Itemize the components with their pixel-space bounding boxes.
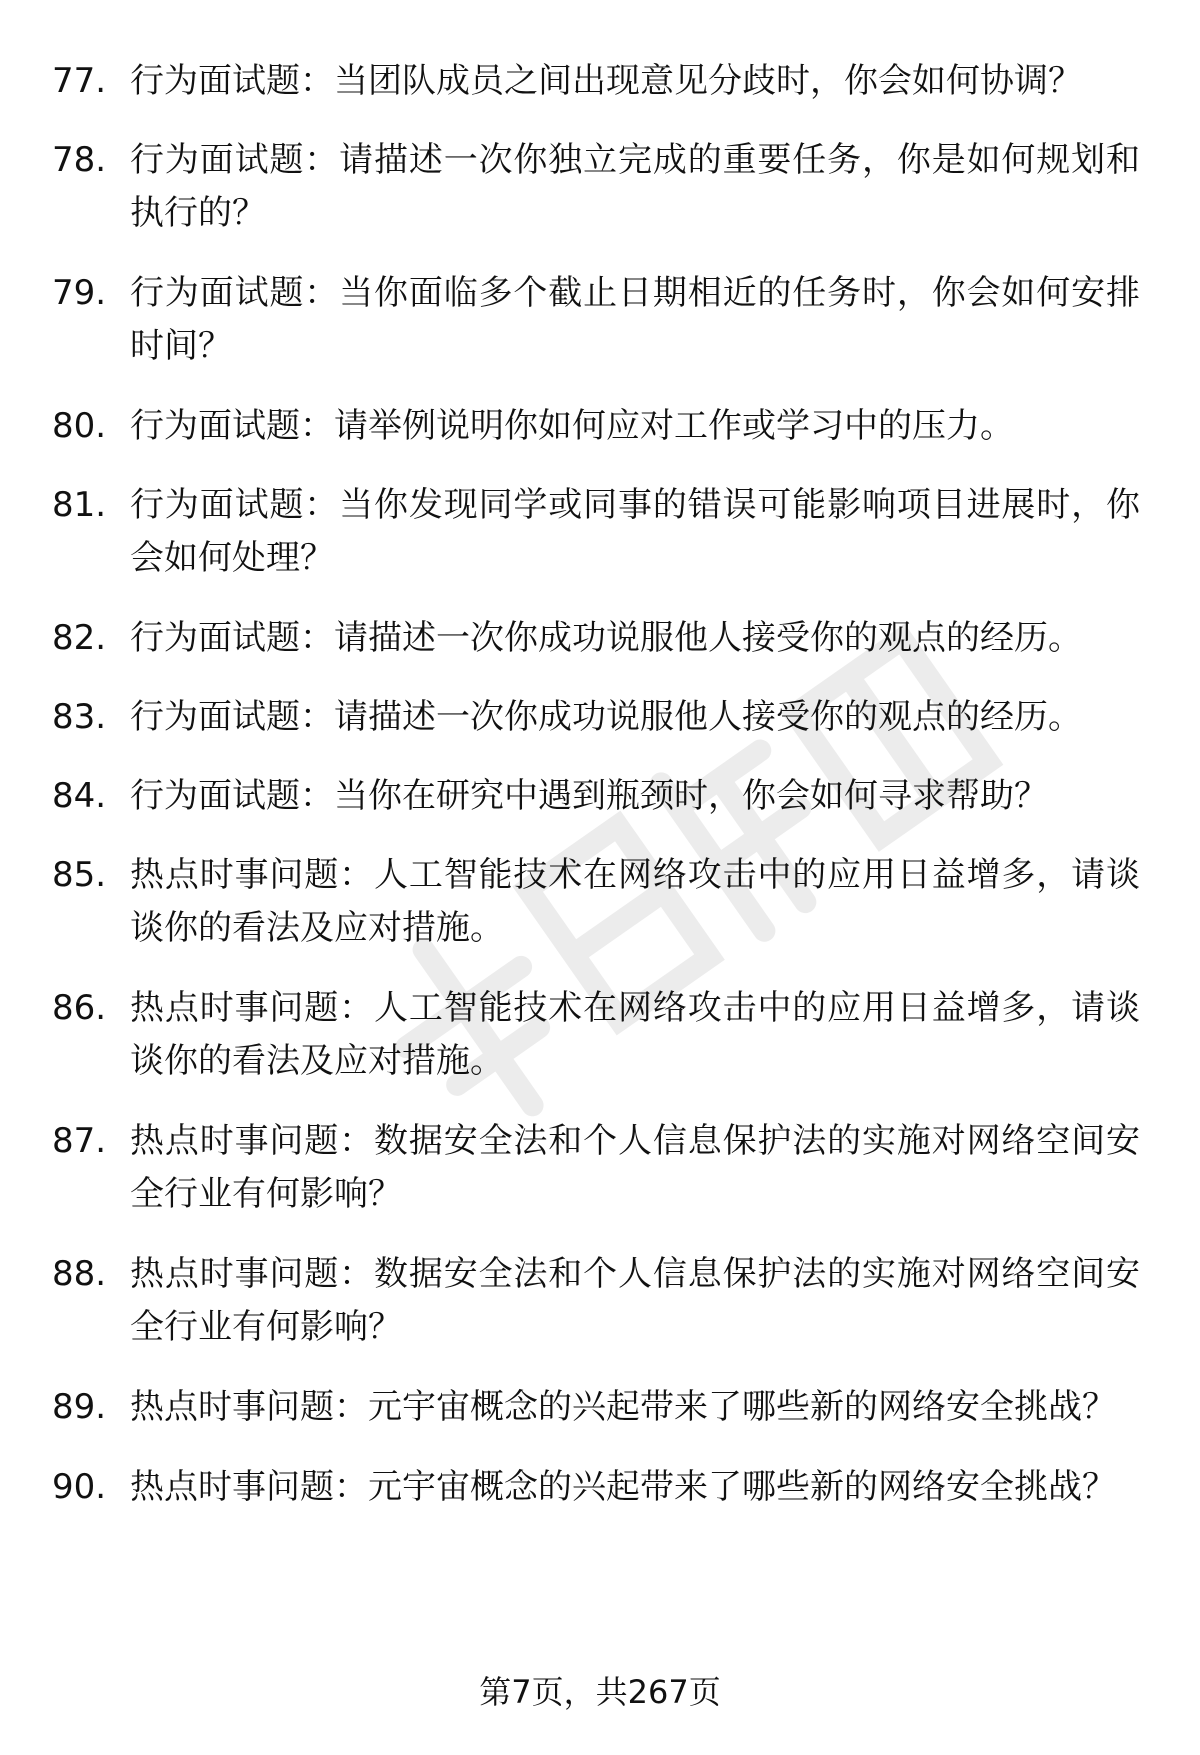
question-number: 89.: [52, 1387, 107, 1427]
question-item: [52, 691, 1152, 744]
question-item: [52, 55, 1152, 108]
question-text: 热点时事问题：数据安全法和个人信息保护法的实施对网络空间安全行业有何影响？: [130, 1254, 1140, 1347]
question-item: [52, 770, 1152, 823]
question-text: 行为面试题：请描述一次你独立完成的重要任务，你是如何规划和执行的？: [130, 140, 1140, 233]
question-text: 行为面试题：请举例说明你如何应对工作或学习中的压力。: [130, 406, 1014, 446]
question-item: [52, 1248, 1152, 1354]
question-item: [52, 479, 1152, 585]
question-number: 86.: [52, 988, 107, 1028]
question-item: [52, 267, 1152, 373]
question-item: [52, 982, 1152, 1088]
question-number: 77.: [52, 61, 107, 101]
question-text: 热点时事问题：元宇宙概念的兴起带来了哪些新的网络安全挑战？: [130, 1387, 1116, 1427]
question-number: 88.: [52, 1254, 107, 1294]
question-text: 行为面试题：当你面临多个截止日期相近的任务时，你会如何安排时间？: [130, 273, 1140, 366]
question-text: 行为面试题：请描述一次你成功说服他人接受你的观点的经历。: [130, 618, 1082, 658]
question-number: 78.: [52, 140, 107, 180]
question-item: [52, 849, 1152, 955]
question-number: 90.: [52, 1467, 107, 1507]
question-text: 热点时事问题：人工智能技术在网络攻击中的应用日益增多，请谈谈你的看法及应对措施。: [130, 855, 1140, 948]
question-item: [52, 134, 1152, 240]
question-number: 79.: [52, 273, 107, 313]
question-text: 热点时事问题：人工智能技术在网络攻击中的应用日益增多，请谈谈你的看法及应对措施。: [130, 988, 1140, 1081]
page-number: 第7页，共267页: [479, 1673, 721, 1711]
question-number: 83.: [52, 697, 107, 737]
question-number: 84.: [52, 776, 107, 816]
question-item: [52, 1115, 1152, 1221]
question-text: 热点时事问题：数据安全法和个人信息保护法的实施对网络空间安全行业有何影响？: [130, 1121, 1140, 1214]
question-number: 80.: [52, 406, 107, 446]
question-number: 85.: [52, 855, 107, 895]
question-text: 行为面试题：当你发现同学或同事的错误可能影响项目进展时，你会如何处理？: [130, 485, 1140, 578]
question-item: [52, 612, 1152, 665]
question-item: [52, 400, 1152, 453]
question-item: [52, 1461, 1152, 1514]
question-number: 81.: [52, 485, 107, 525]
question-number: 82.: [52, 618, 107, 658]
question-text: 行为面试题：请描述一次你成功说服他人接受你的观点的经历。: [130, 697, 1082, 737]
question-text: 行为面试题：当你在研究中遇到瓶颈时，你会如何寻求帮助？: [130, 776, 1048, 816]
question-item: [52, 1381, 1152, 1434]
question-number: 87.: [52, 1121, 107, 1161]
page-footer: [0, 1672, 1200, 1712]
question-text: 热点时事问题：元宇宙概念的兴起带来了哪些新的网络安全挑战？: [130, 1467, 1116, 1507]
question-list: [52, 55, 1152, 1541]
question-text: 行为面试题：当团队成员之间出现意见分歧时，你会如何协调？: [130, 61, 1082, 101]
